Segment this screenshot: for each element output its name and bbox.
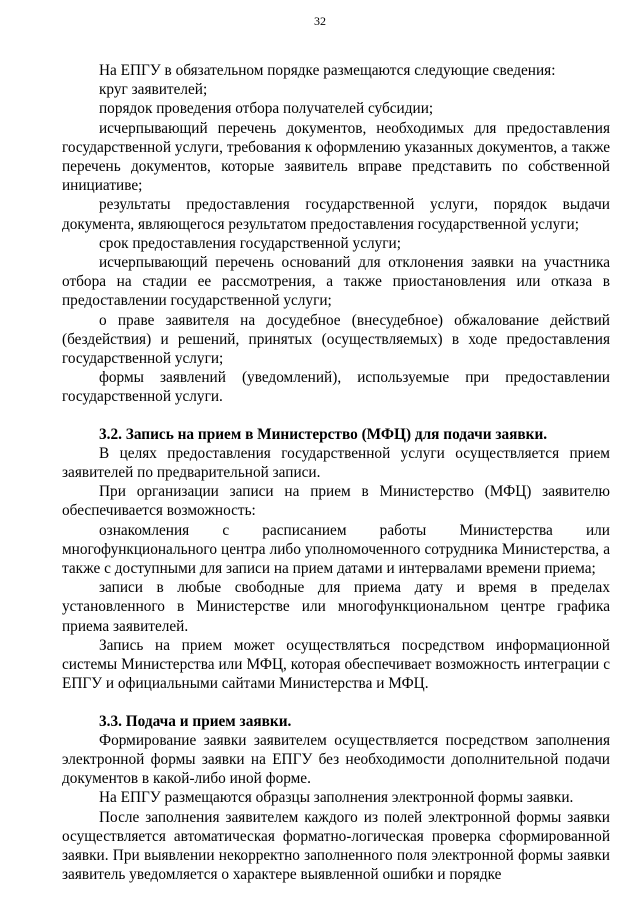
paragraph: результаты предоставления государственной услуги, порядок выдачи документа, являющегося результатом предоставления государственной услуги; [62,196,610,233]
paragraph: порядок проведения отбора получателей субсидии; [99,100,434,118]
section-heading-3-2: 3.2. Запись на прием в Министерство (МФЦ) для подачи заявки. [99,425,548,443]
paragraph: срок предоставления государственной услуги; [99,234,401,252]
paragraph: Формирование заявки заявителем осуществляется посредством заполнения электронной формы заявки на ЕПГУ без необходимости дополнительной подачи документов в какой-либо иной форме. [62,731,610,788]
paragraph: На ЕПГУ размещаются образцы заполнения электронной формы заявки. [99,789,574,807]
paragraph: круг заявителей; [99,81,208,99]
paragraph: На ЕПГУ в обязательном порядке размещаются следующие сведения: [99,62,556,79]
section-gap [62,694,610,712]
paragraph: записи в любые свободные для приема дату и время в пределах установленного в Министерстве или многофункциональном центре графика приема заявителей. [62,579,610,635]
paragraph: о праве заявителя на досудебное (внесудебное) обжалование действий (бездействия) и решений, принятых (осуществляемых) в ходе предоставления государственной услуги; [62,311,610,368]
section-heading-3-3: 3.3. Подача и прием заявки. [99,712,292,730]
section-gap [62,407,610,425]
paragraph: исчерпывающий перечень документов, необходимых для предоставления государственной услуги, требования к оформлению указанных документов, а также перечень документов, которые заявитель вправе представить по собственной инициативе; [62,119,610,195]
paragraph: После заполнения заявителем каждого из полей электронной формы заявки осуществляется автоматическая форматно-логическая проверка сформированной заявки. При выявлении некорректно заполненного поля электронной формы заявки заявитель уведомляется о характере выявленной ошибки и порядке [62,808,610,884]
paragraph: При организации записи на прием в Министерство (МФЦ) заявителю обеспечивается возможность: [62,483,610,520]
paragraph: Запись на прием может осуществляться посредством информационной системы Министерства или МФЦ, которая обеспечивает возможность интеграции с ЕПГУ и официальными сайтами Министерства и МФЦ. [62,636,610,693]
page-content [62,61,610,884]
paragraph: исчерпывающий перечень оснований для отклонения заявки на участника отбора на стадии ее рассмотрения, а также приостановления или отказа в предоставлении государственной услуги; [62,254,610,310]
paragraph: В целях предоставления государственной услуги осуществляется прием заявителей по предварительной записи. [62,444,610,482]
page-number: 32 [314,14,326,28]
paragraph: формы заявлений (уведомлений), используемые при предоставлении государственной услуги. [62,369,610,406]
paragraph: ознакомления с расписанием работы Министерства или многофункционального центра либо уполномоченного сотрудника Министерства, а также с доступными для записи на прием датами и интервалами времени приема; [62,521,610,578]
